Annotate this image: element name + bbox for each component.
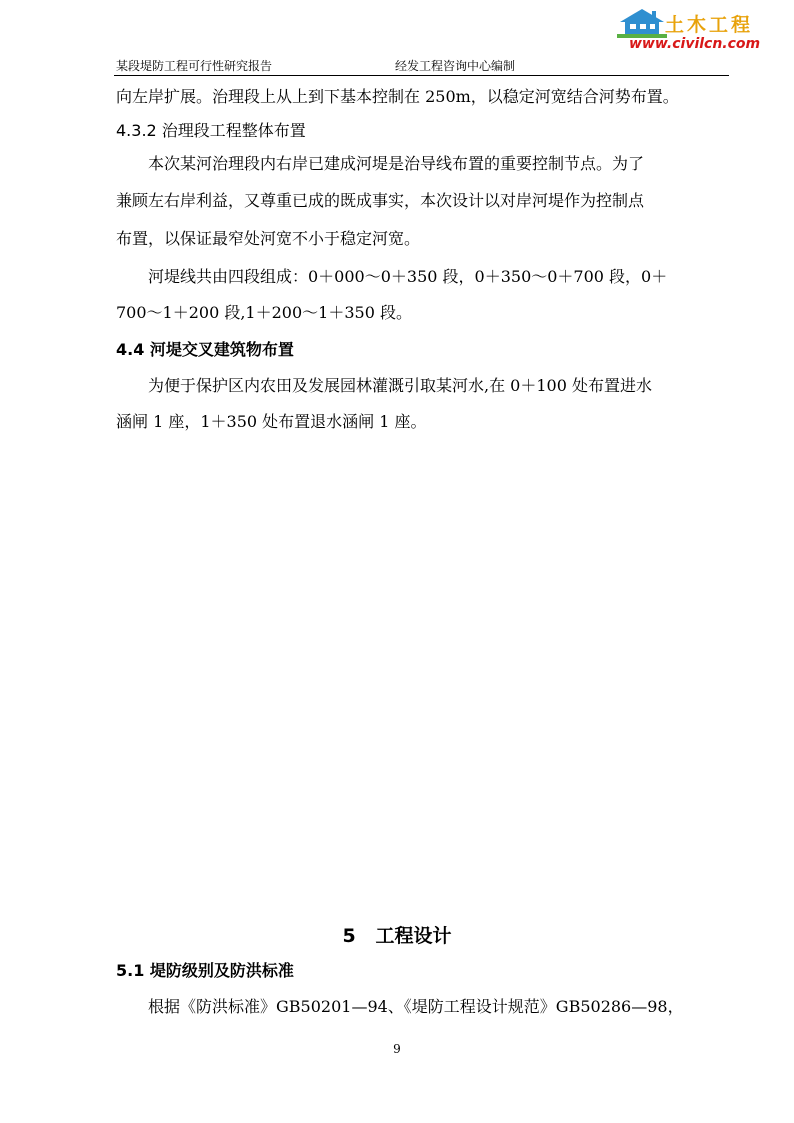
paragraph-line: 本次某河治理段内右岸已建成河堤是治导线布置的重要控制节点。为了 — [148, 154, 645, 173]
paragraph-line: 为便于保护区内农田及发展园林灌溉引取某河水,在 0＋100 处布置进水 — [148, 376, 652, 395]
paragraph-line: 河堤线共由四段组成：0＋000～0＋350 段，0＋350～0＋700 段，0＋ — [148, 267, 668, 286]
header-divider — [114, 75, 729, 76]
paragraph-line: 涵闸 1 座，1＋350 处布置退水涵闸 1 座。 — [116, 412, 427, 431]
page-number: 9 — [393, 1042, 401, 1056]
site-logo — [617, 6, 777, 56]
chapter-title: 5 工程设计 — [342, 925, 452, 947]
paragraph-line: 700～1＋200 段,1＋200～1＋350 段。 — [116, 303, 412, 322]
header-report-title: 某段堤防工程可行性研究报告 — [116, 59, 273, 73]
section-heading-5-1: 5.1 堤防级别及防洪标准 — [116, 961, 294, 980]
paragraph-line: 根据《防洪标准》GB50201—94、《堤防工程设计规范》GB50286—98， — [148, 997, 684, 1016]
logo-url-text: www.civilcn.com — [629, 36, 761, 52]
house-icon — [617, 6, 667, 40]
paragraph-line: 向左岸扩展。治理段上从上到下基本控制在 250m，以稳定河宽结合河势布置。 — [116, 87, 679, 106]
section-heading-4-4: 4.4 河堤交叉建筑物布置 — [116, 340, 294, 359]
paragraph-line: 兼顾左右岸利益，又尊重已成的既成事实，本次设计以对岸河堤作为控制点 — [116, 191, 645, 210]
header-publisher: 经发工程咨询中心编制 — [395, 59, 516, 73]
logo-chinese-text: 土木工程 — [665, 14, 754, 36]
section-heading-4-3-2: 4.3.2 治理段工程整体布置 — [116, 121, 306, 140]
paragraph-line: 布置，以保证最窄处河宽不小于稳定河宽。 — [116, 229, 421, 248]
